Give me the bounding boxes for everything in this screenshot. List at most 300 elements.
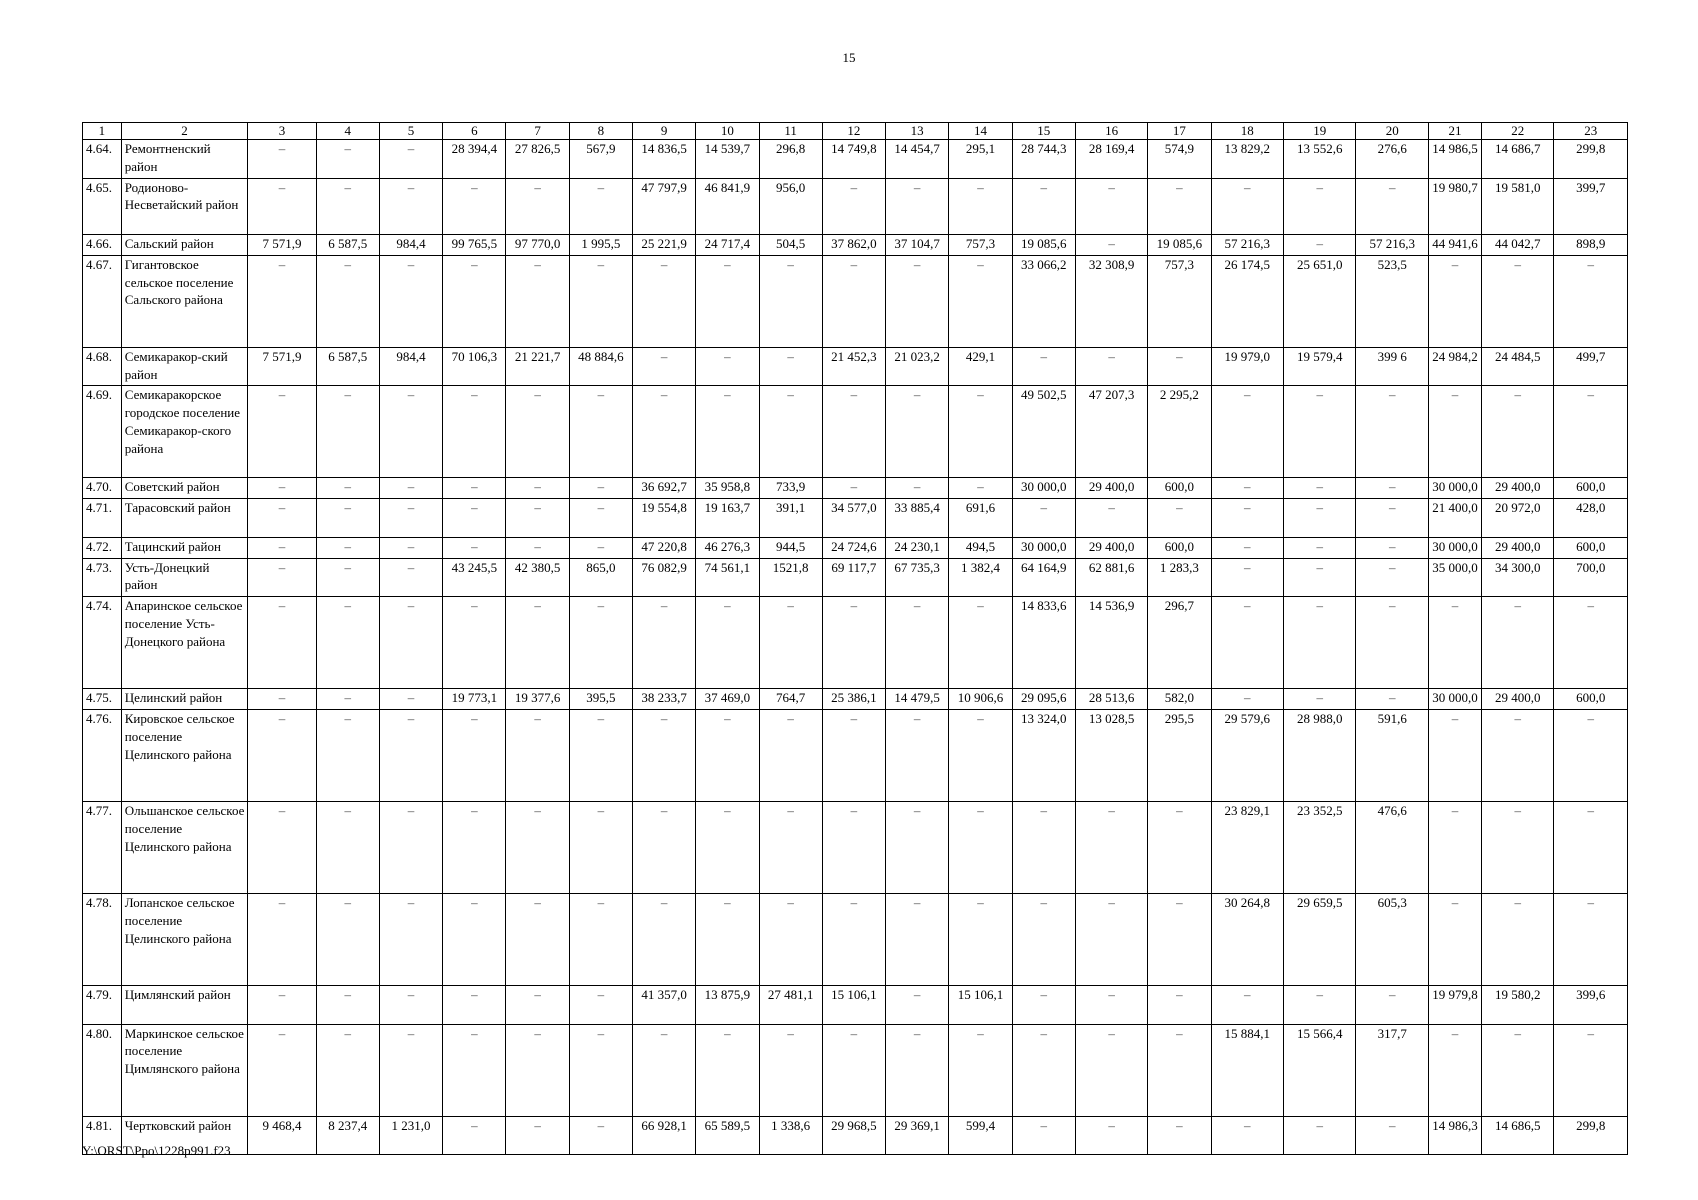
value-cell: 19 979,0 <box>1211 347 1283 386</box>
value-cell: – <box>1012 347 1075 386</box>
value-cell: 46 276,3 <box>696 537 759 558</box>
value-cell: – <box>1012 1024 1075 1116</box>
value-cell: 19 377,6 <box>506 689 569 710</box>
value-cell: – <box>759 347 822 386</box>
value-cell: 21 452,3 <box>822 347 885 386</box>
value-cell: – <box>443 1116 506 1155</box>
value-cell: 29 369,1 <box>886 1116 949 1155</box>
column-number-header: 13 <box>886 123 949 140</box>
value-cell: – <box>443 1024 506 1116</box>
value-cell: – <box>1356 178 1428 234</box>
value-cell: – <box>569 478 632 499</box>
value-cell: – <box>886 801 949 893</box>
table-row <box>83 597 1628 689</box>
value-cell: – <box>822 709 885 801</box>
value-cell: – <box>316 386 379 478</box>
value-cell: – <box>886 255 949 347</box>
value-cell: 21 400,0 <box>1428 499 1481 538</box>
value-cell: – <box>1012 499 1075 538</box>
value-cell: 15 106,1 <box>822 985 885 1024</box>
value-cell: 44 042,7 <box>1481 234 1553 255</box>
value-cell: – <box>569 178 632 234</box>
value-cell: 399,6 <box>1554 985 1628 1024</box>
column-number-header: 14 <box>949 123 1012 140</box>
value-cell: – <box>1284 178 1356 234</box>
value-cell: – <box>1481 893 1553 985</box>
value-cell: – <box>949 386 1012 478</box>
value-cell: – <box>1428 1024 1481 1116</box>
value-cell: 24 717,4 <box>696 234 759 255</box>
value-cell: – <box>379 386 442 478</box>
value-cell: 944,5 <box>759 537 822 558</box>
value-cell: – <box>1075 499 1147 538</box>
value-cell: 34 300,0 <box>1481 558 1553 597</box>
value-cell: – <box>1075 985 1147 1024</box>
value-cell: 28 169,4 <box>1075 140 1147 179</box>
table-row <box>83 347 1628 386</box>
territory-name: Целинский район <box>121 689 248 710</box>
column-number-header: 7 <box>506 123 569 140</box>
territory-name: Тарасовский район <box>121 499 248 538</box>
value-cell: – <box>379 985 442 1024</box>
value-cell: 49 502,5 <box>1012 386 1075 478</box>
column-number-header: 8 <box>569 123 632 140</box>
value-cell: 57 216,3 <box>1356 234 1428 255</box>
value-cell: – <box>1148 499 1211 538</box>
value-cell: 600,0 <box>1148 537 1211 558</box>
column-number-header: 10 <box>696 123 759 140</box>
value-cell: 29 968,5 <box>822 1116 885 1155</box>
value-cell: 9 468,4 <box>248 1116 316 1155</box>
value-cell: – <box>379 801 442 893</box>
value-cell: 19 980,7 <box>1428 178 1481 234</box>
value-cell: – <box>759 597 822 689</box>
table-row <box>83 893 1628 985</box>
value-cell: – <box>1481 597 1553 689</box>
value-cell: 47 207,3 <box>1075 386 1147 478</box>
value-cell: – <box>506 1024 569 1116</box>
value-cell: 26 174,5 <box>1211 255 1283 347</box>
table-row <box>83 709 1628 801</box>
value-cell: 14 479,5 <box>886 689 949 710</box>
value-cell: 14 536,9 <box>1075 597 1147 689</box>
value-cell: – <box>569 537 632 558</box>
value-cell: 591,6 <box>1356 709 1428 801</box>
value-cell: 25 651,0 <box>1284 255 1356 347</box>
value-cell: – <box>1554 801 1628 893</box>
value-cell: 21 221,7 <box>506 347 569 386</box>
value-cell: – <box>1211 537 1283 558</box>
value-cell: 1 231,0 <box>379 1116 442 1155</box>
territory-name: Советский район <box>121 478 248 499</box>
value-cell: 19 085,6 <box>1012 234 1075 255</box>
value-cell: – <box>443 255 506 347</box>
value-cell: – <box>1211 1116 1283 1155</box>
value-cell: – <box>886 386 949 478</box>
value-cell: 14 749,8 <box>822 140 885 179</box>
value-cell: 600,0 <box>1554 478 1628 499</box>
value-cell: 30 000,0 <box>1012 478 1075 499</box>
value-cell: – <box>379 1024 442 1116</box>
value-cell: – <box>1481 801 1553 893</box>
value-cell: 295,1 <box>949 140 1012 179</box>
value-cell: – <box>506 893 569 985</box>
value-cell: – <box>248 597 316 689</box>
value-cell: 605,3 <box>1356 893 1428 985</box>
value-cell: – <box>1481 709 1553 801</box>
column-number-header: 18 <box>1211 123 1283 140</box>
table-row <box>83 689 1628 710</box>
territory-name: Маркинское сельское поселение Цимлянского района <box>121 1024 248 1116</box>
value-cell: – <box>379 709 442 801</box>
value-cell: 574,9 <box>1148 140 1211 179</box>
value-cell: – <box>886 478 949 499</box>
value-cell: – <box>1075 801 1147 893</box>
value-cell: 20 972,0 <box>1481 499 1553 538</box>
value-cell: – <box>1428 386 1481 478</box>
value-cell: 6 587,5 <box>316 234 379 255</box>
value-cell: – <box>1428 255 1481 347</box>
value-cell: – <box>1211 558 1283 597</box>
value-cell: 47 797,9 <box>632 178 695 234</box>
value-cell: – <box>569 499 632 538</box>
column-number-header: 6 <box>443 123 506 140</box>
value-cell: – <box>1075 234 1147 255</box>
value-cell: 276,6 <box>1356 140 1428 179</box>
value-cell: – <box>1284 558 1356 597</box>
value-cell: 429,1 <box>949 347 1012 386</box>
value-cell: – <box>1148 178 1211 234</box>
value-cell: 44 941,6 <box>1428 234 1481 255</box>
value-cell: 32 308,9 <box>1075 255 1147 347</box>
value-cell: – <box>1356 558 1428 597</box>
value-cell: – <box>569 893 632 985</box>
value-cell: 42 380,5 <box>506 558 569 597</box>
value-cell: – <box>1554 709 1628 801</box>
value-cell: – <box>1356 386 1428 478</box>
value-cell: 28 394,4 <box>443 140 506 179</box>
value-cell: – <box>886 178 949 234</box>
value-cell: – <box>759 386 822 478</box>
value-cell: 28 744,3 <box>1012 140 1075 179</box>
value-cell: – <box>1211 386 1283 478</box>
value-cell: 1521,8 <box>759 558 822 597</box>
row-number: 4.65. <box>83 178 122 234</box>
header-row <box>83 123 1628 140</box>
territory-name: Ольшанское сельское поселение Целинского района <box>121 801 248 893</box>
value-cell: 41 357,0 <box>632 985 695 1024</box>
value-cell: – <box>759 709 822 801</box>
table-row <box>83 499 1628 538</box>
value-cell: 15 884,1 <box>1211 1024 1283 1116</box>
value-cell: – <box>569 597 632 689</box>
value-cell: – <box>506 386 569 478</box>
value-cell: 19 773,1 <box>443 689 506 710</box>
value-cell: – <box>632 597 695 689</box>
value-cell: – <box>886 709 949 801</box>
column-number-header: 16 <box>1075 123 1147 140</box>
value-cell: – <box>1075 347 1147 386</box>
value-cell: – <box>1356 985 1428 1024</box>
row-number: 4.75. <box>83 689 122 710</box>
column-number-header: 22 <box>1481 123 1553 140</box>
value-cell: 35 958,8 <box>696 478 759 499</box>
value-cell: 97 770,0 <box>506 234 569 255</box>
value-cell: 757,3 <box>949 234 1012 255</box>
value-cell: 15 566,4 <box>1284 1024 1356 1116</box>
value-cell: – <box>632 1024 695 1116</box>
value-cell: 29 400,0 <box>1075 537 1147 558</box>
value-cell: 36 692,7 <box>632 478 695 499</box>
value-cell: – <box>1211 985 1283 1024</box>
value-cell: – <box>696 597 759 689</box>
value-cell: 65 589,5 <box>696 1116 759 1155</box>
value-cell: 27 826,5 <box>506 140 569 179</box>
value-cell: – <box>696 709 759 801</box>
value-cell: – <box>886 597 949 689</box>
column-number-header: 9 <box>632 123 695 140</box>
value-cell: – <box>886 985 949 1024</box>
column-number-header: 11 <box>759 123 822 140</box>
value-cell: 582,0 <box>1148 689 1211 710</box>
value-cell: – <box>1554 386 1628 478</box>
value-cell: – <box>443 597 506 689</box>
value-cell: – <box>506 985 569 1024</box>
value-cell: – <box>1148 1116 1211 1155</box>
value-cell: 8 237,4 <box>316 1116 379 1155</box>
row-number: 4.79. <box>83 985 122 1024</box>
value-cell: – <box>379 140 442 179</box>
value-cell: 14 836,5 <box>632 140 695 179</box>
value-cell: – <box>316 689 379 710</box>
value-cell: 700,0 <box>1554 558 1628 597</box>
value-cell: 24 230,1 <box>886 537 949 558</box>
value-cell: – <box>696 347 759 386</box>
value-cell: – <box>248 689 316 710</box>
value-cell: 757,3 <box>1148 255 1211 347</box>
value-cell: – <box>569 801 632 893</box>
value-cell: 494,5 <box>949 537 1012 558</box>
row-number: 4.76. <box>83 709 122 801</box>
value-cell: 30 000,0 <box>1428 478 1481 499</box>
value-cell: 299,8 <box>1554 1116 1628 1155</box>
value-cell: 6 587,5 <box>316 347 379 386</box>
value-cell: 25 386,1 <box>822 689 885 710</box>
value-cell: – <box>1148 893 1211 985</box>
territory-name: Гигантовское сельское поселение Сальского района <box>121 255 248 347</box>
row-number: 4.68. <box>83 347 122 386</box>
data-table <box>82 122 1628 1155</box>
table-row <box>83 801 1628 893</box>
value-cell: – <box>822 1024 885 1116</box>
value-cell: – <box>949 597 1012 689</box>
value-cell: – <box>506 255 569 347</box>
value-cell: 29 095,6 <box>1012 689 1075 710</box>
value-cell: – <box>1012 893 1075 985</box>
row-number: 4.70. <box>83 478 122 499</box>
value-cell: – <box>632 801 695 893</box>
value-cell: 600,0 <box>1554 689 1628 710</box>
value-cell: 69 117,7 <box>822 558 885 597</box>
row-number: 4.69. <box>83 386 122 478</box>
value-cell: 13 552,6 <box>1284 140 1356 179</box>
value-cell: – <box>569 386 632 478</box>
value-cell: 38 233,7 <box>632 689 695 710</box>
column-number-header: 1 <box>83 123 122 140</box>
value-cell: – <box>248 801 316 893</box>
table-row <box>83 178 1628 234</box>
value-cell: – <box>949 478 1012 499</box>
value-cell: – <box>1481 255 1553 347</box>
value-cell: 29 659,5 <box>1284 893 1356 985</box>
value-cell: – <box>443 893 506 985</box>
value-cell: – <box>506 709 569 801</box>
value-cell: – <box>1554 255 1628 347</box>
value-cell: 523,5 <box>1356 255 1428 347</box>
value-cell: – <box>569 1116 632 1155</box>
column-number-header: 4 <box>316 123 379 140</box>
value-cell: – <box>379 597 442 689</box>
value-cell: – <box>1211 689 1283 710</box>
value-cell: – <box>316 801 379 893</box>
value-cell: – <box>632 255 695 347</box>
value-cell: – <box>1284 985 1356 1024</box>
value-cell: – <box>248 893 316 985</box>
value-cell: – <box>696 255 759 347</box>
value-cell: – <box>443 178 506 234</box>
value-cell: – <box>506 597 569 689</box>
value-cell: 33 066,2 <box>1012 255 1075 347</box>
value-cell: – <box>506 537 569 558</box>
value-cell: 399 6 <box>1356 347 1428 386</box>
territory-name: Апаринское сельское поселение Усть-Донецкого района <box>121 597 248 689</box>
row-number: 4.64. <box>83 140 122 179</box>
value-cell: 295,5 <box>1148 709 1211 801</box>
value-cell: 13 324,0 <box>1012 709 1075 801</box>
row-number: 4.80. <box>83 1024 122 1116</box>
territory-name: Чертковский район <box>121 1116 248 1155</box>
value-cell: – <box>822 386 885 478</box>
value-cell: 296,8 <box>759 140 822 179</box>
value-cell: 504,5 <box>759 234 822 255</box>
value-cell: 499,7 <box>1554 347 1628 386</box>
value-cell: – <box>248 1024 316 1116</box>
value-cell: 599,4 <box>949 1116 1012 1155</box>
value-cell: – <box>696 386 759 478</box>
row-number: 4.81. <box>83 1116 122 1155</box>
value-cell: – <box>886 1024 949 1116</box>
value-cell: 30 000,0 <box>1012 537 1075 558</box>
value-cell: – <box>316 140 379 179</box>
row-number: 4.78. <box>83 893 122 985</box>
value-cell: 391,1 <box>759 499 822 538</box>
value-cell: – <box>379 478 442 499</box>
value-cell: 37 469,0 <box>696 689 759 710</box>
column-number-header: 19 <box>1284 123 1356 140</box>
value-cell: 399,7 <box>1554 178 1628 234</box>
value-cell: – <box>759 801 822 893</box>
value-cell: – <box>1284 478 1356 499</box>
territory-name: Родионово-Несветайский район <box>121 178 248 234</box>
value-cell: – <box>569 985 632 1024</box>
territory-name: Усть-Донецкий район <box>121 558 248 597</box>
value-cell: – <box>443 478 506 499</box>
value-cell: 70 106,3 <box>443 347 506 386</box>
value-cell: – <box>1075 178 1147 234</box>
table-row <box>83 140 1628 179</box>
value-cell: – <box>1284 597 1356 689</box>
table-row <box>83 478 1628 499</box>
value-cell: 1 283,3 <box>1148 558 1211 597</box>
column-number-header: 3 <box>248 123 316 140</box>
value-cell: – <box>949 255 1012 347</box>
value-cell: – <box>443 985 506 1024</box>
value-cell: – <box>379 558 442 597</box>
value-cell: – <box>1284 537 1356 558</box>
value-cell: – <box>506 178 569 234</box>
value-cell: 29 400,0 <box>1481 537 1553 558</box>
value-cell: – <box>696 801 759 893</box>
value-cell: – <box>1356 478 1428 499</box>
value-cell: 30 000,0 <box>1428 537 1481 558</box>
value-cell: – <box>1284 386 1356 478</box>
table-row <box>83 255 1628 347</box>
value-cell: 898,9 <box>1554 234 1628 255</box>
value-cell: 14 986,5 <box>1428 140 1481 179</box>
value-cell: – <box>506 1116 569 1155</box>
value-cell: – <box>316 893 379 985</box>
value-cell: – <box>1554 597 1628 689</box>
value-cell: 14 986,3 <box>1428 1116 1481 1155</box>
value-cell: 62 881,6 <box>1075 558 1147 597</box>
value-cell: 14 833,6 <box>1012 597 1075 689</box>
value-cell: – <box>379 255 442 347</box>
column-number-header: 15 <box>1012 123 1075 140</box>
value-cell: 19 163,7 <box>696 499 759 538</box>
value-cell: – <box>1211 478 1283 499</box>
value-cell: – <box>506 478 569 499</box>
value-cell: 67 735,3 <box>886 558 949 597</box>
value-cell: – <box>248 499 316 538</box>
territory-name: Сальский район <box>121 234 248 255</box>
value-cell: 24 484,5 <box>1481 347 1553 386</box>
value-cell: – <box>1211 597 1283 689</box>
value-cell: – <box>248 537 316 558</box>
row-number: 4.74. <box>83 597 122 689</box>
value-cell: 19 580,2 <box>1481 985 1553 1024</box>
row-number: 4.77. <box>83 801 122 893</box>
value-cell: 35 000,0 <box>1428 558 1481 597</box>
territory-name: Цимлянский район <box>121 985 248 1024</box>
territory-name: Тацинский район <box>121 537 248 558</box>
column-number-header: 12 <box>822 123 885 140</box>
value-cell: – <box>248 255 316 347</box>
value-cell: 30 000,0 <box>1428 689 1481 710</box>
value-cell: – <box>886 893 949 985</box>
value-cell: 28 513,6 <box>1075 689 1147 710</box>
value-cell: – <box>316 537 379 558</box>
territory-name: Семикаракорское городское поселение Семикаракор-ского района <box>121 386 248 478</box>
column-number-header: 17 <box>1148 123 1211 140</box>
value-cell: – <box>1356 689 1428 710</box>
value-cell: – <box>316 499 379 538</box>
value-cell: 29 579,6 <box>1211 709 1283 801</box>
territory-name: Семикаракор-ский район <box>121 347 248 386</box>
value-cell: 956,0 <box>759 178 822 234</box>
value-cell: 29 400,0 <box>1481 689 1553 710</box>
value-cell: 34 577,0 <box>822 499 885 538</box>
value-cell: – <box>949 801 1012 893</box>
